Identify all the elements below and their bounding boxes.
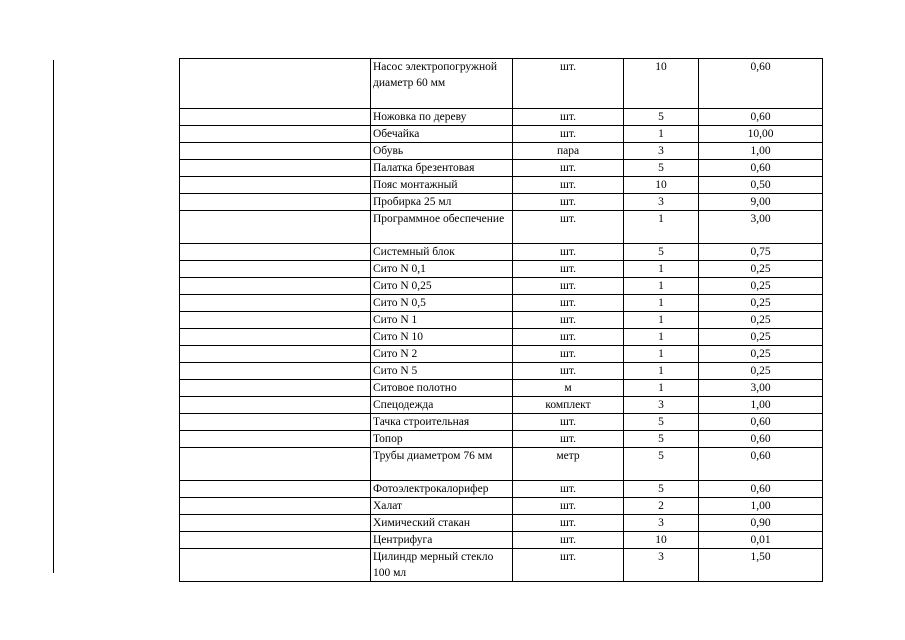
item-unit: пара bbox=[513, 143, 624, 160]
item-name: Трубы диаметром 76 мм bbox=[371, 448, 513, 481]
item-quantity: 3 bbox=[624, 397, 699, 414]
item-value: 1,00 bbox=[699, 397, 823, 414]
item-value: 10,00 bbox=[699, 126, 823, 143]
table-row bbox=[180, 244, 823, 261]
item-value: 0,60 bbox=[699, 448, 823, 481]
item-unit: шт. bbox=[513, 261, 624, 278]
item-name: Тачка строительная bbox=[371, 414, 513, 431]
empty-cell bbox=[180, 244, 371, 261]
table-row bbox=[180, 126, 823, 143]
item-name: Спецодежда bbox=[371, 397, 513, 414]
item-quantity: 1 bbox=[624, 312, 699, 329]
item-quantity: 3 bbox=[624, 549, 699, 582]
table-row bbox=[180, 363, 823, 380]
empty-cell bbox=[180, 126, 371, 143]
item-unit: шт. bbox=[513, 346, 624, 363]
table-row bbox=[180, 211, 823, 244]
empty-cell bbox=[180, 397, 371, 414]
empty-cell bbox=[180, 515, 371, 532]
empty-cell bbox=[180, 312, 371, 329]
item-name: Центрифуга bbox=[371, 532, 513, 549]
item-name: Обечайка bbox=[371, 126, 513, 143]
empty-cell bbox=[180, 414, 371, 431]
item-unit: шт. bbox=[513, 211, 624, 244]
empty-cell bbox=[180, 448, 371, 481]
item-name: Программное обеспечение bbox=[371, 211, 513, 244]
item-unit: шт. bbox=[513, 481, 624, 498]
table-row bbox=[180, 160, 823, 177]
item-value: 0,01 bbox=[699, 532, 823, 549]
item-name: Сито N 1 bbox=[371, 312, 513, 329]
item-name: Фотоэлектрокалорифер bbox=[371, 481, 513, 498]
page-margin-line bbox=[53, 60, 54, 573]
item-value: 0,25 bbox=[699, 363, 823, 380]
item-name: Сито N 2 bbox=[371, 346, 513, 363]
empty-cell bbox=[180, 380, 371, 397]
item-unit: шт. bbox=[513, 414, 624, 431]
empty-cell bbox=[180, 160, 371, 177]
item-value: 1,00 bbox=[699, 498, 823, 515]
item-name: Цилиндр мерный стекло 100 мл bbox=[371, 549, 513, 582]
item-value: 0,60 bbox=[699, 481, 823, 498]
empty-cell bbox=[180, 481, 371, 498]
item-name: Сито N 0,25 bbox=[371, 278, 513, 295]
empty-cell bbox=[180, 261, 371, 278]
empty-cell bbox=[180, 549, 371, 582]
table-row bbox=[180, 414, 823, 431]
item-quantity: 1 bbox=[624, 261, 699, 278]
empty-cell bbox=[180, 211, 371, 244]
item-unit: комплект bbox=[513, 397, 624, 414]
item-quantity: 3 bbox=[624, 143, 699, 160]
item-value: 1,50 bbox=[699, 549, 823, 582]
table-row bbox=[180, 143, 823, 160]
item-quantity: 3 bbox=[624, 194, 699, 211]
item-name: Пробирка 25 мл bbox=[371, 194, 513, 211]
item-value: 0,25 bbox=[699, 295, 823, 312]
table-row bbox=[180, 177, 823, 194]
item-name: Ситовое полотно bbox=[371, 380, 513, 397]
item-name: Системный блок bbox=[371, 244, 513, 261]
item-value: 0,60 bbox=[699, 160, 823, 177]
item-value: 0,50 bbox=[699, 177, 823, 194]
item-value: 0,25 bbox=[699, 261, 823, 278]
item-name: Сито N 0,1 bbox=[371, 261, 513, 278]
table-row bbox=[180, 532, 823, 549]
item-name: Халат bbox=[371, 498, 513, 515]
item-name: Сито N 10 bbox=[371, 329, 513, 346]
table-row bbox=[180, 346, 823, 363]
equipment-table bbox=[179, 58, 823, 582]
table-row bbox=[180, 194, 823, 211]
item-value: 0,90 bbox=[699, 515, 823, 532]
item-value: 3,00 bbox=[699, 211, 823, 244]
empty-cell bbox=[180, 346, 371, 363]
item-unit: шт. bbox=[513, 177, 624, 194]
item-unit: шт. bbox=[513, 126, 624, 143]
item-quantity: 1 bbox=[624, 211, 699, 244]
empty-cell bbox=[180, 109, 371, 126]
table-row bbox=[180, 261, 823, 278]
item-unit: шт. bbox=[513, 532, 624, 549]
item-quantity: 1 bbox=[624, 278, 699, 295]
item-unit: шт. bbox=[513, 109, 624, 126]
item-unit: м bbox=[513, 380, 624, 397]
item-unit: шт. bbox=[513, 515, 624, 532]
empty-cell bbox=[180, 363, 371, 380]
item-name: Пояс монтажный bbox=[371, 177, 513, 194]
item-name: Обувь bbox=[371, 143, 513, 160]
empty-cell bbox=[180, 143, 371, 160]
item-value: 0,60 bbox=[699, 431, 823, 448]
item-quantity: 5 bbox=[624, 431, 699, 448]
empty-cell bbox=[180, 295, 371, 312]
item-quantity: 1 bbox=[624, 295, 699, 312]
item-quantity: 5 bbox=[624, 414, 699, 431]
item-quantity: 2 bbox=[624, 498, 699, 515]
empty-cell bbox=[180, 194, 371, 211]
item-quantity: 5 bbox=[624, 448, 699, 481]
item-unit: метр bbox=[513, 448, 624, 481]
item-value: 0,60 bbox=[699, 414, 823, 431]
empty-cell bbox=[180, 329, 371, 346]
item-name: Химический стакан bbox=[371, 515, 513, 532]
item-value: 0,25 bbox=[699, 329, 823, 346]
item-name: Палатка брезентовая bbox=[371, 160, 513, 177]
item-quantity: 1 bbox=[624, 346, 699, 363]
item-quantity: 10 bbox=[624, 532, 699, 549]
item-name: Сито N 5 bbox=[371, 363, 513, 380]
item-unit: шт. bbox=[513, 278, 624, 295]
empty-cell bbox=[180, 532, 371, 549]
table-row bbox=[180, 549, 823, 582]
item-name: Насос электропогружной диаметр 60 мм bbox=[371, 59, 513, 109]
item-quantity: 3 bbox=[624, 515, 699, 532]
item-unit: шт. bbox=[513, 363, 624, 380]
item-name: Топор bbox=[371, 431, 513, 448]
item-unit: шт. bbox=[513, 329, 624, 346]
item-quantity: 1 bbox=[624, 363, 699, 380]
table-row bbox=[180, 380, 823, 397]
item-value: 3,00 bbox=[699, 380, 823, 397]
table-row bbox=[180, 109, 823, 126]
empty-cell bbox=[180, 498, 371, 515]
item-unit: шт. bbox=[513, 498, 624, 515]
item-value: 9,00 bbox=[699, 194, 823, 211]
item-unit: шт. bbox=[513, 431, 624, 448]
item-quantity: 5 bbox=[624, 160, 699, 177]
item-unit: шт. bbox=[513, 194, 624, 211]
item-quantity: 1 bbox=[624, 126, 699, 143]
item-value: 0,60 bbox=[699, 109, 823, 126]
item-unit: шт. bbox=[513, 549, 624, 582]
item-quantity: 1 bbox=[624, 329, 699, 346]
table-body bbox=[180, 59, 823, 582]
table-row bbox=[180, 397, 823, 414]
empty-cell bbox=[180, 431, 371, 448]
item-value: 0,75 bbox=[699, 244, 823, 261]
item-quantity: 5 bbox=[624, 244, 699, 261]
item-quantity: 5 bbox=[624, 481, 699, 498]
table-row bbox=[180, 278, 823, 295]
item-value: 0,25 bbox=[699, 278, 823, 295]
item-quantity: 10 bbox=[624, 59, 699, 109]
empty-cell bbox=[180, 177, 371, 194]
item-quantity: 1 bbox=[624, 380, 699, 397]
table-row bbox=[180, 295, 823, 312]
table-row bbox=[180, 59, 823, 109]
item-value: 0,25 bbox=[699, 346, 823, 363]
item-value: 1,00 bbox=[699, 143, 823, 160]
table-row bbox=[180, 498, 823, 515]
item-unit: шт. bbox=[513, 295, 624, 312]
item-unit: шт. bbox=[513, 160, 624, 177]
table-row bbox=[180, 515, 823, 532]
table-row bbox=[180, 431, 823, 448]
empty-cell bbox=[180, 59, 371, 109]
item-value: 0,25 bbox=[699, 312, 823, 329]
table-row bbox=[180, 448, 823, 481]
item-unit: шт. bbox=[513, 59, 624, 109]
item-name: Сито N 0,5 bbox=[371, 295, 513, 312]
table-row bbox=[180, 312, 823, 329]
item-value: 0,60 bbox=[699, 59, 823, 109]
item-unit: шт. bbox=[513, 312, 624, 329]
item-unit: шт. bbox=[513, 244, 624, 261]
table-row bbox=[180, 329, 823, 346]
item-name: Ножовка по дереву bbox=[371, 109, 513, 126]
item-quantity: 5 bbox=[624, 109, 699, 126]
empty-cell bbox=[180, 278, 371, 295]
table-row bbox=[180, 481, 823, 498]
item-quantity: 10 bbox=[624, 177, 699, 194]
